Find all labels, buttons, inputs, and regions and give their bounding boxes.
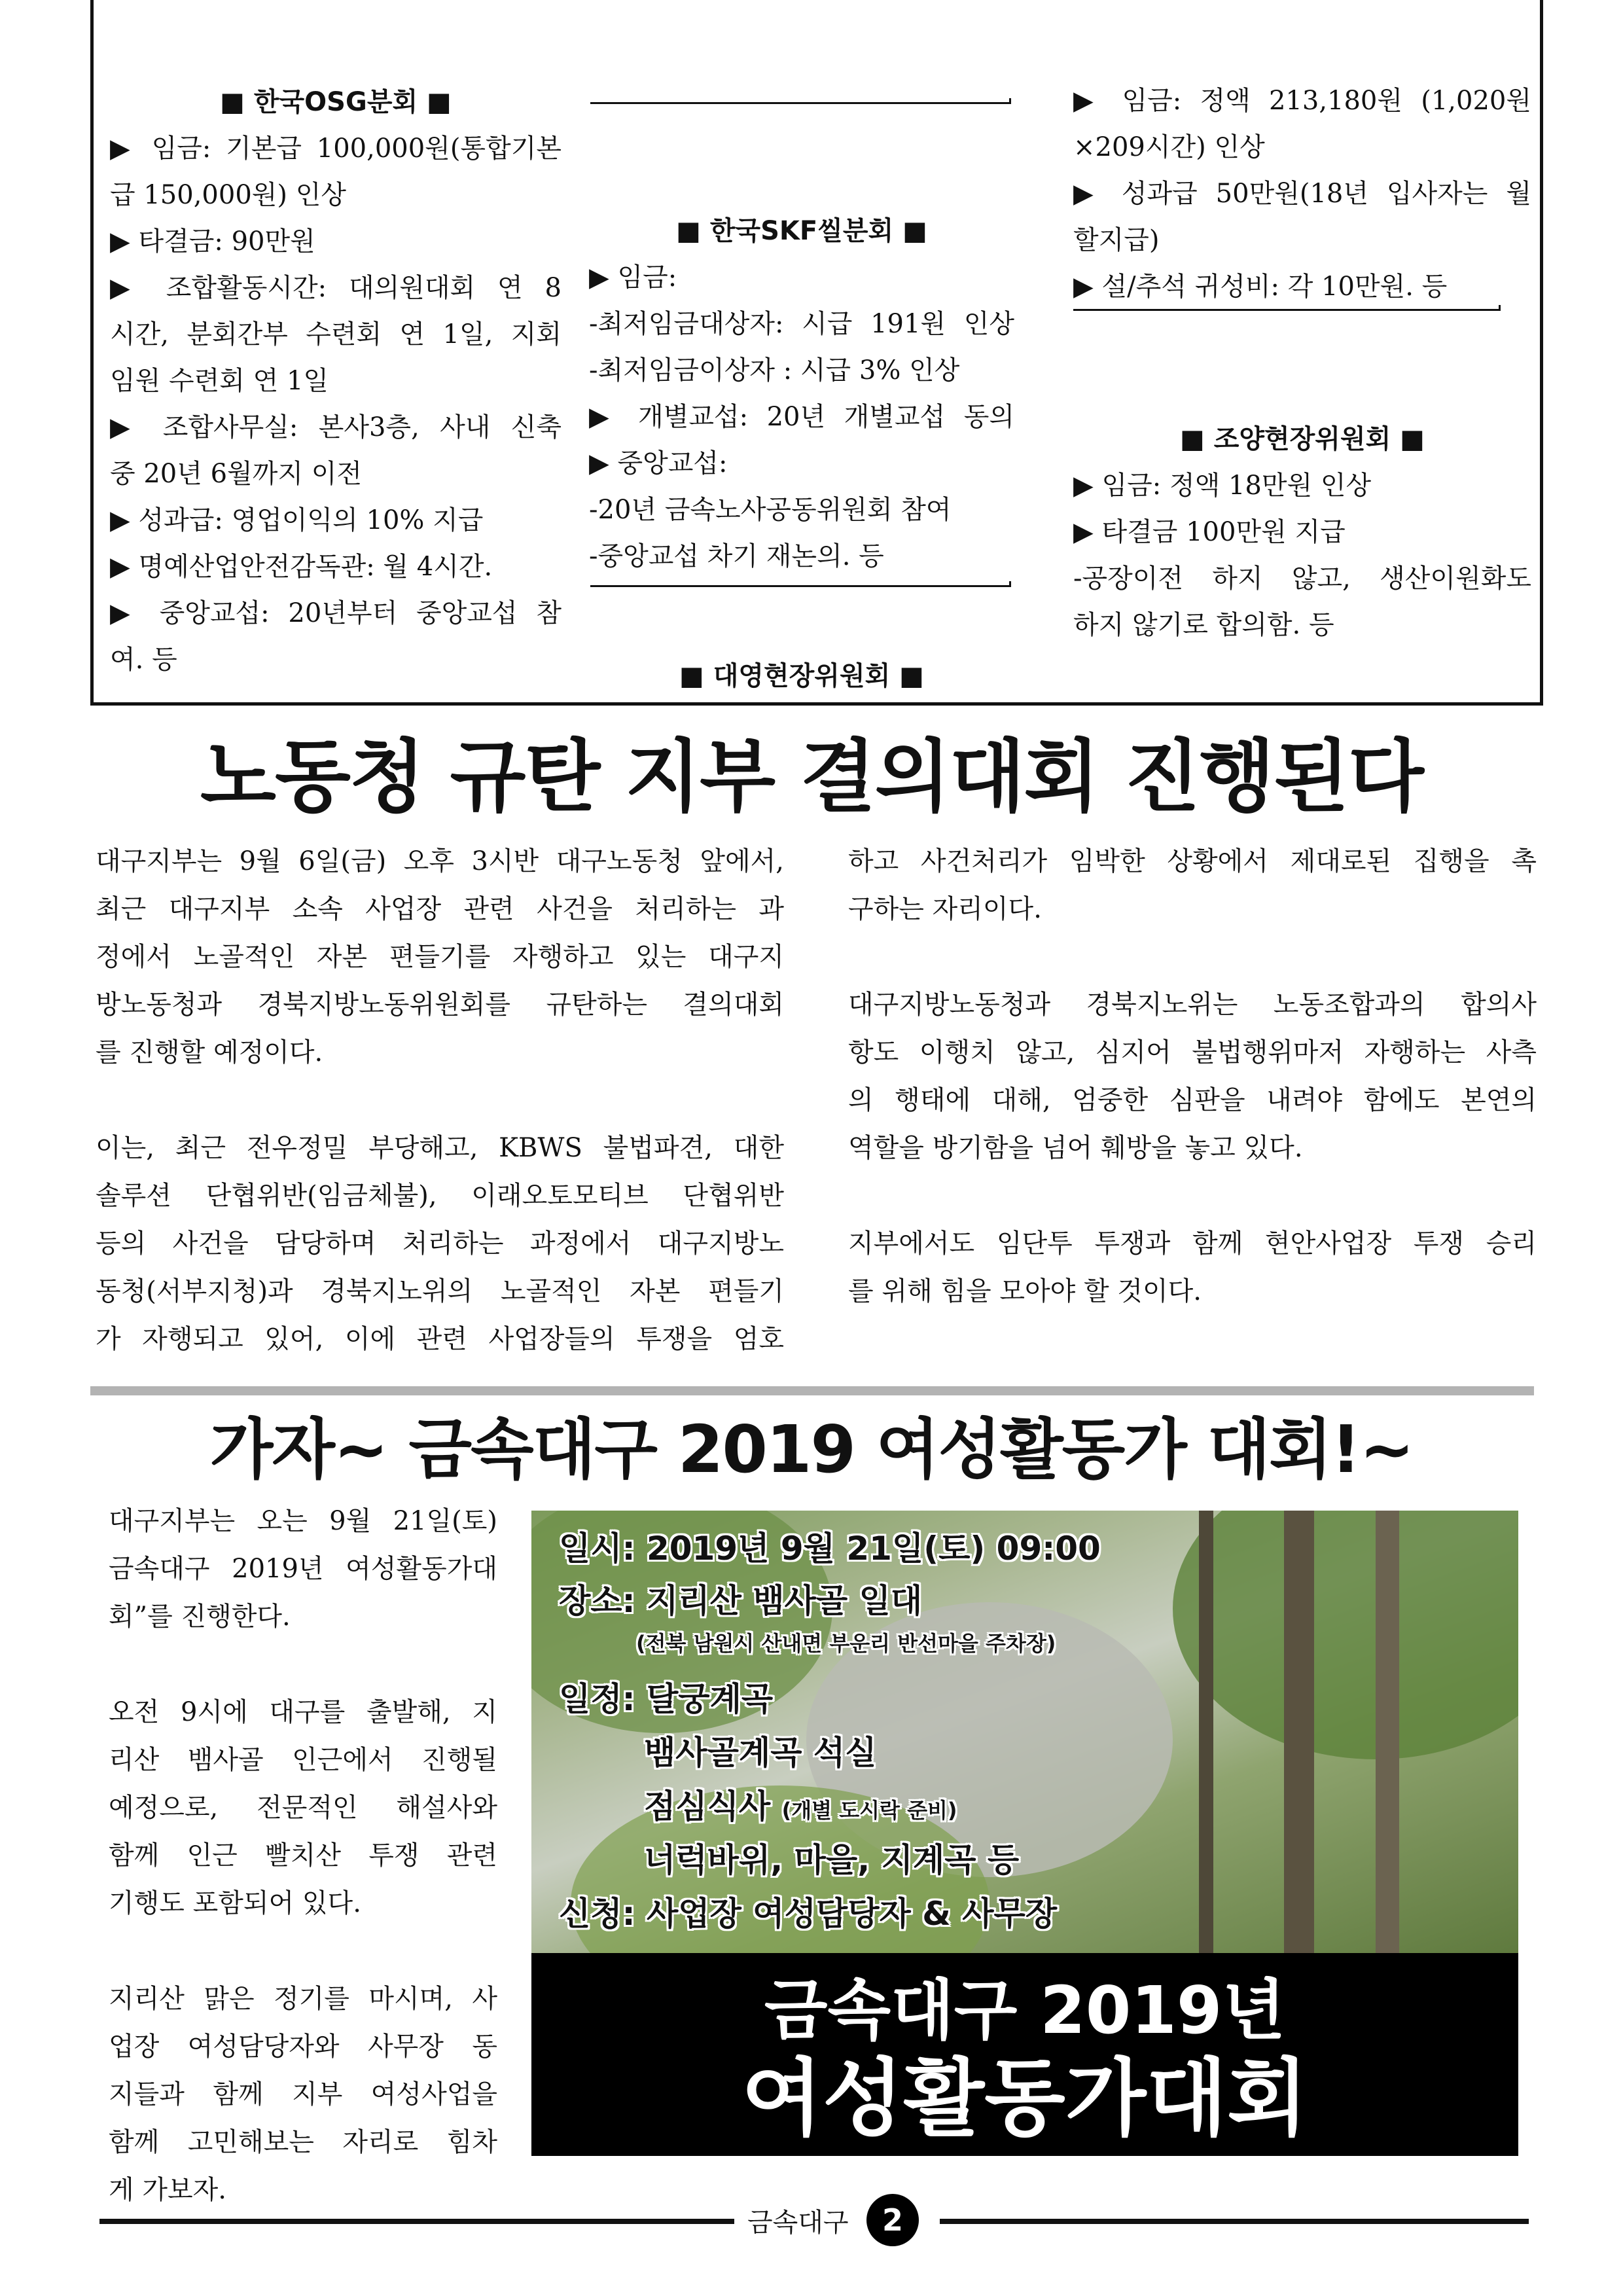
footer-rule: [940, 2219, 1529, 2224]
page-number: 2: [866, 2194, 919, 2246]
col3-line: ×209시간) 인상: [1073, 132, 1265, 162]
col1-line: ▶ 명예산업안전감독관: 월 4시간.: [110, 552, 493, 582]
col2-line: -최저임금이상자 : 시급 3% 인상: [589, 355, 960, 386]
tree-trunk: [1199, 1511, 1213, 1953]
body-line: 지리산 맑은 정기를 마시며, 사: [109, 1984, 497, 2014]
article2-body: [109, 1498, 497, 2214]
body-line: 동청(서부지청)과 경북지노위의 노골적인 자본 편들기: [96, 1276, 784, 1306]
joyang-column: [1073, 416, 1531, 649]
article1-right: [848, 838, 1537, 1316]
col1-line: 여. 등: [110, 645, 177, 675]
joyang-title: ■ 조양현장위원회 ■: [1180, 424, 1425, 454]
tree-trunk: [1284, 1511, 1314, 1953]
footer-label: 금속대구: [747, 2208, 849, 2238]
col1-line: ▶ 중앙교섭: 20년부터 중앙교섭 참: [110, 598, 562, 628]
event-date: 일시: 2019년 9월 21일(토) 09:00: [559, 1530, 1101, 1568]
col1-line: ▶ 조합활동시간: 대의원대회 연 8: [110, 273, 562, 303]
event-address: (전북 남원시 산내면 부운리 반선마을 주차장): [636, 1631, 1056, 1656]
event-apply: 신청: 사업장 여성담당자 & 사무장: [559, 1895, 1058, 1933]
col1-line: 급 150,000원) 인상: [110, 180, 347, 210]
skf-column: [589, 208, 1014, 580]
body-line: 오전 9시에 대구를 출발해, 지: [109, 1697, 497, 1727]
col3-line: 하지 않기로 합의함. 등: [1073, 610, 1334, 640]
col1-line: ▶ 임금: 기본급 100,000원(통합기본: [110, 134, 562, 164]
col3-line: ▶ 임금: 정액 213,180원 (1,020원: [1073, 86, 1531, 116]
body-line: 게 가보자.: [109, 2175, 226, 2205]
body-line: 의 행태에 대해, 엄중한 심판을 내려야 함에도 본연의: [848, 1085, 1537, 1115]
event-photo: [531, 1511, 1518, 1953]
body-line: 금속대구 2019년 여성활동가대: [109, 1554, 497, 1584]
body-line: 함께 고민해보는 자리로 힘차: [109, 2127, 497, 2157]
body-line: 예정으로, 전문적인 해설사와: [109, 1793, 497, 1823]
col3-line: ▶ 설/추석 귀성비: 각 10만원. 등: [1073, 272, 1448, 302]
osg-column: [110, 79, 562, 683]
col2-line: ▶ 중앙교섭:: [589, 448, 728, 478]
body-line: 솔루션 단협위반(임금체불), 이래오토모티브 단협위반: [96, 1181, 784, 1211]
col3-line: ▶ 성과급 50만원(18년 입사자는 월: [1073, 179, 1531, 209]
article1-headline: 노동청 규탄 지부 결의대회 진행된다: [200, 732, 1423, 823]
col2-line: -20년 금속노사공동위원회 참여: [589, 495, 952, 525]
event-schedule-item: 뱀사골계곡 석실: [644, 1734, 877, 1772]
body-line: 하고 사건처리가 임박한 상황에서 제대로된 집행을 촉: [848, 846, 1537, 876]
body-line: 대구지부는 9월 6일(금) 오후 3시반 대구노동청 앞에서,: [96, 846, 784, 876]
body-line: 항도 이행치 않고, 심지어 불법행위마저 자행하는 사측: [848, 1037, 1537, 1067]
event-banner: [531, 1953, 1518, 2156]
body-line: 최근 대구지부 소속 사업장 관련 사건을 처리하는 과: [96, 894, 784, 924]
col1-line: ▶ 성과급: 영업이익의 10% 지급: [110, 505, 484, 535]
body-line: 함께 인근 빨치산 투쟁 관련: [109, 1840, 497, 1871]
body-line: 구하는 자리이다.: [848, 894, 1042, 924]
body-line: 지들과 함께 지부 여성사업을: [109, 2079, 497, 2109]
banner-line-2: 여성활동가대회: [741, 2050, 1308, 2147]
body-line: 기행도 포함되어 있다.: [109, 1888, 361, 1918]
body-line: 이는, 최근 전우정밀 부당해고, KBWS 불법파견, 대한: [96, 1133, 784, 1163]
body-line: 가 자행되고 있어, 이에 관련 사업장들의 투쟁을 엄호: [96, 1324, 784, 1354]
col3-line: ▶ 임금: 정액 18만원 인상: [1073, 471, 1372, 501]
body-line: 정에서 노골적인 자본 편들기를 자행하고 있는 대구지: [96, 942, 784, 972]
body-line: 지부에서도 임단투 투쟁과 함께 현안사업장 투쟁 승리: [848, 1229, 1537, 1259]
body-line: 대구지부는 오는 9월 21일(토): [109, 1506, 497, 1536]
body-line: 등의 사건을 담당하며 처리하는 과정에서 대구지방노: [96, 1229, 784, 1259]
skf-title: ■ 한국SKF씰분회 ■: [676, 216, 927, 246]
event-lunch: 점심식사: [644, 1787, 771, 1825]
body-line: 업장 여성담당자와 사무장 동: [109, 2032, 497, 2062]
col3-line: 할지급): [1073, 225, 1160, 255]
col1-line: 임원 수련회 연 1일: [110, 366, 329, 396]
col2-bottom-rule: [590, 581, 1011, 587]
body-line: 를 진행할 예정이다.: [96, 1037, 323, 1067]
osg-title: ■ 한국OSG분회 ■: [220, 87, 452, 117]
footer-rule: [99, 2219, 734, 2224]
col3-upper: [1073, 78, 1531, 310]
banner-line-1: 금속대구 2019년: [764, 1972, 1286, 2049]
article2-headline: 가자~ 금속대구 2019 여성활동가 대회!~: [209, 1411, 1414, 1488]
col1-line: 시간, 분회간부 수련회 연 1일, 지회: [110, 319, 562, 350]
col1-line: ▶ 타결금: 90만원: [110, 226, 315, 257]
event-schedule: 일정: 달궁계곡: [559, 1680, 774, 1718]
col2-top-rule: [590, 98, 1011, 104]
body-line: 방노동청과 경북지방노동위원회를 규탄하는 결의대회: [96, 990, 784, 1020]
col3-rule: [1073, 305, 1501, 311]
foliage: [1173, 1511, 1518, 1759]
event-place: 장소: 지리산 뱀사골 일대: [559, 1582, 923, 1620]
tree-trunk: [1376, 1511, 1399, 1953]
daeyoung-title: ■ 대영현장위원회 ■: [679, 661, 924, 691]
col1-line: 중 20년 6월까지 이전: [110, 459, 362, 489]
col2-line: ▶ 임금:: [589, 262, 677, 293]
col2-line: -최저임금대상자: 시급 191원 인상: [589, 309, 1014, 339]
event-schedule-item: [644, 1780, 957, 1827]
col3-line: ▶ 타결금 100만원 지급: [1073, 517, 1346, 547]
event-lunch-note: (개별 도시락 준비): [781, 1798, 957, 1823]
body-line: 역할을 방기함을 넘어 훼방을 놓고 있다.: [848, 1133, 1303, 1163]
col2-line: ▶ 개별교섭: 20년 개별교섭 동의: [589, 402, 1014, 432]
body-line: 를 위해 힘을 모아야 할 것이다.: [848, 1276, 1202, 1306]
body-line: 회”를 진행한다.: [109, 1602, 291, 1632]
body-line: 리산 뱀사골 인근에서 진행될: [109, 1745, 497, 1775]
article1-left: [96, 838, 784, 1363]
col1-line: ▶ 조합사무실: 본사3층, 사내 신축: [110, 412, 562, 442]
event-schedule-item: 너럭바위, 마을, 지계곡 등: [644, 1841, 1020, 1879]
section-divider: [90, 1386, 1534, 1395]
col2-line: -중앙교섭 차기 재논의. 등: [589, 541, 884, 571]
body-line: 대구지방노동청과 경북지노위는 노동조합과의 합의사: [848, 990, 1537, 1020]
col3-line: -공장이전 하지 않고, 생산이원화도: [1073, 564, 1531, 594]
